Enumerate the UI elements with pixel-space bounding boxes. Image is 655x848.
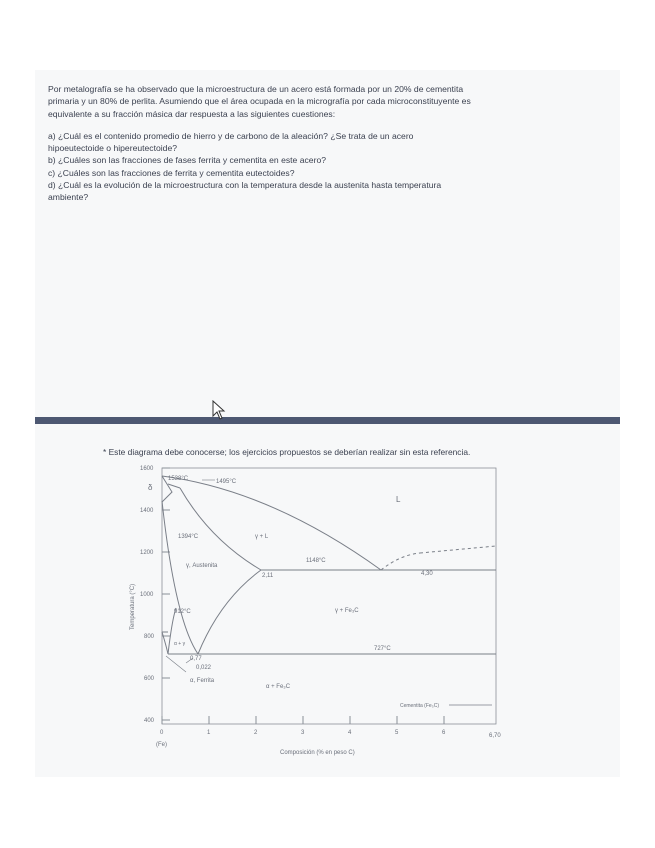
x-tick-label: 6 [442, 730, 446, 736]
footnote: * Este diagrama debe conocerse; los ejercicios propuestos se deberían realizar sin esta referencia. [103, 447, 471, 457]
x-axis-label: Composición (% en peso C) [280, 750, 355, 756]
x-tick-label: 0 [160, 730, 164, 736]
question-b: b) ¿Cuáles son las fracciones de fases ferrita y cementita en este acero? [48, 155, 327, 166]
section-divider [35, 417, 620, 424]
comp-077-label: 0,77 [190, 656, 202, 662]
gamma-l-label: γ + L [255, 534, 269, 540]
question-a-cont: hipoeutectoide o hipereutectoide? [48, 143, 178, 154]
intro-line: Por metalografía se ha observado que la microestructura de un acero está formada por un 20% de cementita [48, 84, 464, 94]
temp-1148-label: 1148°C [306, 558, 326, 564]
x-tick-label: 2 [254, 730, 258, 736]
mouse-cursor-icon [212, 400, 226, 420]
x-sublabel: (Fe) [156, 742, 167, 748]
comp-211-label: 2,11 [262, 573, 274, 579]
alpha-gamma-label: α + γ [174, 641, 186, 647]
x-tick-label: 5 [395, 730, 399, 736]
y-axis [130, 466, 170, 724]
temp-1538-label: 1538°C [168, 476, 189, 482]
problem-statement [48, 83, 608, 204]
fe-c-phase-diagram [120, 460, 520, 780]
intro-line: primaria y un 80% de perlita. Asumiendo que el área ocupada en la micrografía por cada microconstituyente es [48, 96, 471, 107]
comp-0022-label: 0,022 [196, 665, 212, 671]
intro-line: equivalente a su fracción másica dar respuesta a las siguientes cuestiones: [48, 108, 336, 119]
y-tick-label: 1200 [140, 550, 154, 556]
question-a: a) ¿Cuál es el contenido promedio de hierro y de carbono de la aleación? ¿Se trata de un acero [48, 130, 414, 141]
temp-727-label: 727°C [374, 646, 391, 652]
y-tick-label: 400 [144, 718, 155, 724]
x-tick-label: 6,70 [489, 733, 501, 739]
diagram-annotations [148, 476, 492, 709]
gamma-fe3c-label: γ + Fe₃C [335, 608, 359, 614]
x-tick-label: 3 [301, 730, 305, 736]
x-tick-label: 1 [207, 730, 211, 736]
alpha-fe3c-label: α + Fe₃C [266, 684, 291, 690]
question-d-cont: ambiente? [48, 192, 89, 203]
comp-430-label: 4,30 [421, 571, 433, 577]
plot-frame [162, 468, 496, 724]
cementita-label: Cementita (Fe₃C) [400, 703, 439, 709]
x-tick-label: 4 [348, 730, 352, 736]
temp-1495-label: 1495°C [216, 479, 237, 485]
y-tick-label: 1600 [140, 466, 154, 472]
liquid-label: L [396, 495, 401, 504]
question-c: c) ¿Cuáles son las fracciones de ferrita y cementita eutectoides? [48, 167, 295, 178]
y-tick-label: 600 [144, 676, 155, 682]
question-d: d) ¿Cuál es la evolución de la microestructura con la temperatura desde la austenita hasta temperatura [48, 180, 442, 191]
delta-label: δ [148, 483, 153, 492]
ferrita-label: α, Ferrita [190, 678, 215, 684]
y-tick-label: 1000 [140, 592, 154, 598]
austenita-label: γ, Austenita [186, 563, 218, 569]
y-axis-label: Temperatura (°C) [130, 583, 136, 630]
y-tick-label: 1400 [140, 508, 154, 514]
x-axis [156, 716, 501, 756]
temp-1394-label: 1394°C [178, 534, 199, 540]
temp-912-label: 912°C [174, 609, 191, 615]
y-tick-label: 800 [144, 634, 155, 640]
